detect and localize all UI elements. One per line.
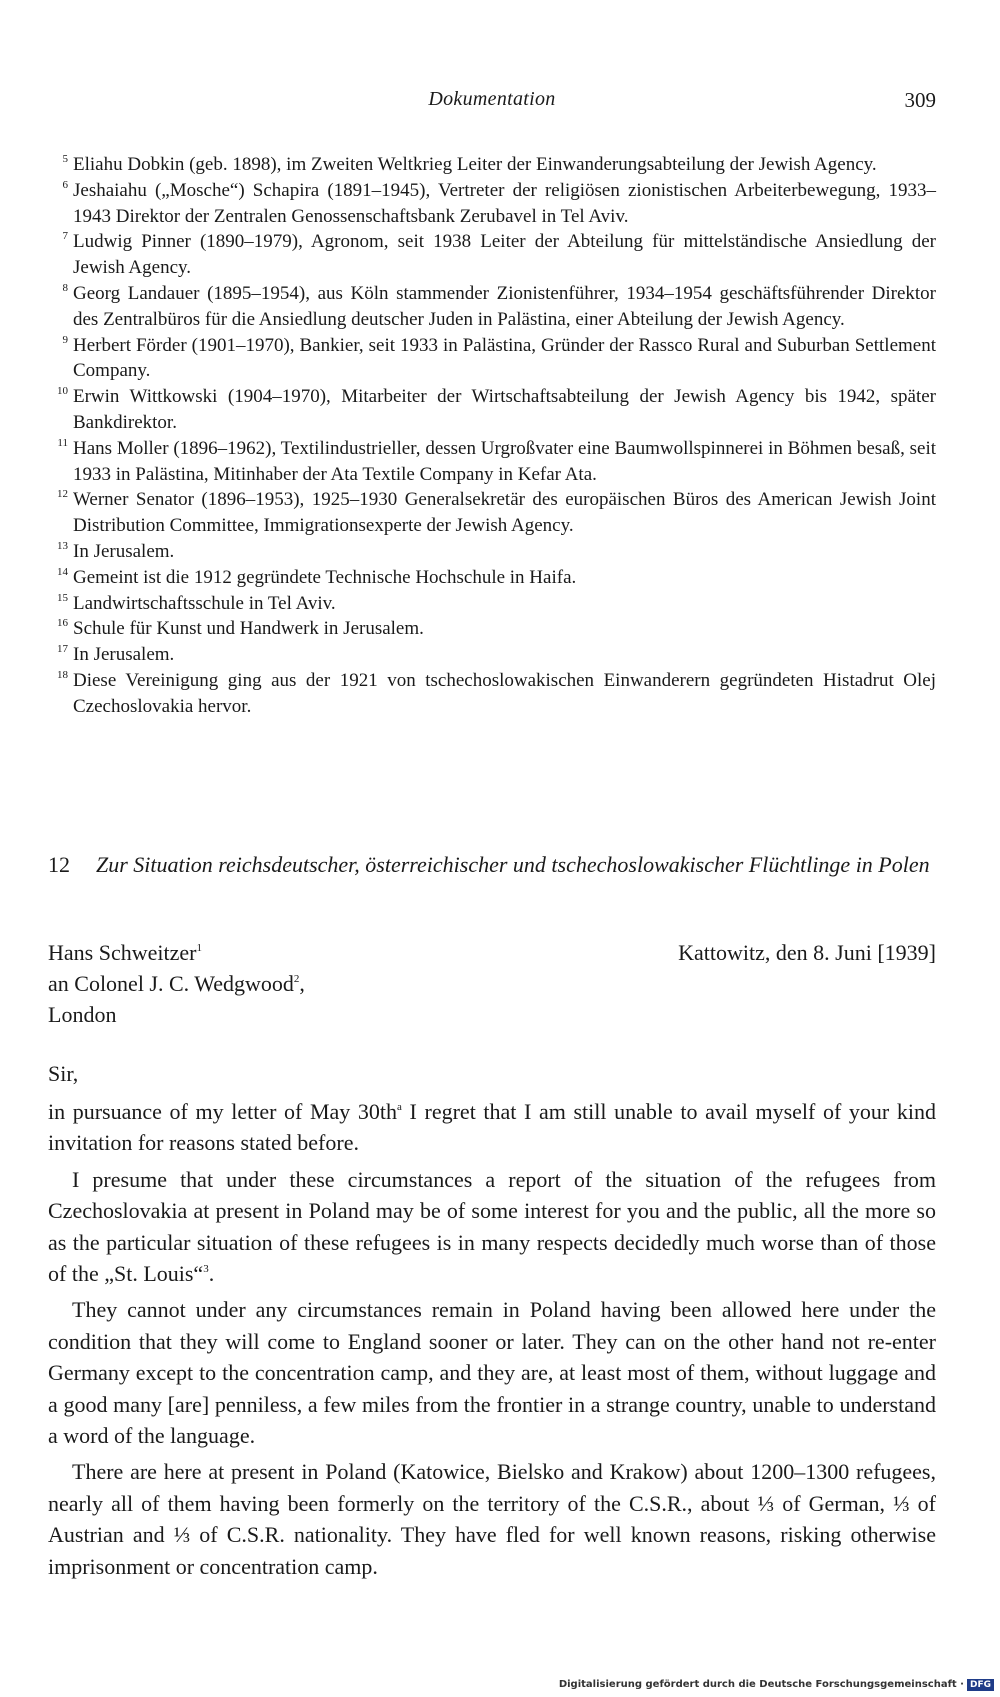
footnote [48, 565, 936, 591]
footnote-number: 18 [57, 668, 68, 681]
dfg-logo: DFG [967, 1679, 994, 1691]
footnote-ref: a [397, 1101, 402, 1113]
paragraph: They cannot under any circumstances remain in Poland having been allowed here under the condition that they will come to England sooner or later. They can on the other hand not re-enter Germany except to the concentration camp, and they are, at least most of them, without luggage and a good many [are] penniless, a few miles from the frontier in a strange country, unable to understand a word of the language. [48, 1297, 936, 1449]
footnote-text: Hans Moller (1896–1962), Textilindustrieller, dessen Urgroßvater eine Baumwollspinnerei in Böhmen besaß, seit 1933 in Palästina, Mitinhaber der Ata Textile Company in Kefar Ata. [73, 437, 936, 485]
footnote-number: 5 [62, 153, 68, 165]
footnote-number: 6 [62, 178, 68, 191]
footnotes-block [48, 152, 936, 720]
text-run: . [208, 1261, 215, 1287]
recipient-name: an Colonel J. C. Wedgwood [48, 971, 294, 996]
footnote-number: 9 [62, 333, 68, 346]
footnote-text: Diese Vereinigung ging aus der 1921 von tschechoslowakischen Einwanderern gegründeten Histadrut Olej Czechoslovakia hervor. [73, 669, 936, 717]
credit-text: Digitalisierung gefördert durch die Deutsche Forschungsgemeinschaft · [558, 1679, 964, 1690]
footnote [48, 384, 936, 436]
text-run: I regret that I am still unable to avail myself of your kind invitation for reasons stated before. [48, 1099, 936, 1156]
footnote-text: Herbert Förder (1901–1970), Bankier, seit 1933 in Palästina, Gründer der Rassco Rural and Suburban Settlement Company. [73, 334, 936, 382]
footnote-text: Ludwig Pinner (1890–1979), Agronom, seit 1938 Leiter der Abteilung für mittelständische Ansiedlung der Jewish Agency. [73, 231, 936, 279]
page-header [48, 88, 936, 118]
sender-name: Hans Schweitzer [48, 940, 197, 965]
footnote-number: 16 [57, 617, 68, 630]
footnote-text: Erwin Wittkowski (1904–1970), Mitarbeiter der Wirtschaftsabteilung der Jewish Agency bis 1942, später Bankdirektor. [73, 386, 936, 433]
footnote-ref: 3 [203, 1263, 209, 1276]
paragraph: There are here at present in Poland (Katowice, Bielsko and Krakow) about 1200–1300 refugees, nearly all of them having been formerly on the territory of the C.S.R., about ⅓ of German, ⅓ of Austrian and ⅓ of C.S.R. nationality. They have fled for well known reasons, risking otherwise imprisonment or concentration camp. [48, 1459, 936, 1579]
footnote [48, 539, 936, 565]
footnote-ref: 2 [293, 973, 300, 985]
footnote [48, 436, 936, 488]
footnote [48, 487, 936, 539]
footnote [48, 591, 936, 617]
footnote-number: 17 [57, 643, 68, 656]
footnote-number: 12 [57, 488, 68, 501]
page-number: 309 [904, 88, 936, 112]
running-title: Dokumentation [428, 88, 556, 110]
footnote-number: 14 [57, 565, 68, 578]
paragraph [48, 1164, 936, 1290]
footnote-text: Jeshaiahu („Mosche“) Schapira (1891–1945), Vertreter der religiösen zionistischen Arbeiterbewegung, 1933–1943 Direktor der Zentralen Genossenschaftsbank Zerubavel in Tel Aviv. [73, 179, 936, 227]
footnote-number: 10 [57, 385, 68, 398]
footnote-text: Georg Landauer (1895–1954), aus Köln stammender Zionistenführer, 1934–1954 geschäftsführender Direktor des Zentralbüros für die Ansiedlung deutscher Juden in Palästina, einer Abteilung der Jewish Agency. [73, 282, 936, 330]
footnote-number: 13 [57, 539, 68, 552]
footnote-text: Werner Senator (1896–1953), 1925–1930 Generalsekretär des europäischen Büros des American Jewish Joint Distribution Committee, Immigrationsexperte der Jewish Agency. [73, 489, 936, 537]
recipient-city: London [48, 1002, 117, 1027]
footnote [48, 333, 936, 385]
footnote-text: Landwirtschaftsschule in Tel Aviv. [73, 592, 336, 614]
text-run: I presume that under these circumstances a report of the situation of the refugees from Czechoslovakia at present in Poland may be of some interest for you and the public, all the more so as the particular situation of these refugees is in many respects decidedly much worse than of those of the „St. Louis“ [48, 1166, 936, 1287]
letter-body [48, 1096, 936, 1582]
footnote [48, 178, 936, 230]
section-title: Zur Situation reichsdeutscher, österreichischer und tschechoslowakischer Flüchtlinge in Polen [96, 852, 930, 877]
footnote [48, 642, 936, 668]
footnote-number: 11 [57, 436, 68, 449]
footnote [48, 616, 936, 642]
footnote-number: 7 [62, 230, 68, 243]
footnote-number: 15 [57, 591, 68, 604]
place-and-date: Kattowitz, den 8. Juni [1939] [678, 940, 936, 965]
letter-header [48, 937, 936, 1030]
footnote [48, 281, 936, 333]
section-number: 12 [48, 852, 70, 877]
digitization-credit [559, 1679, 994, 1691]
footnote-text: In Jerusalem. [73, 644, 175, 666]
footnote [48, 152, 936, 178]
footnote [48, 229, 936, 281]
section-heading [48, 849, 936, 880]
footnote [48, 668, 936, 720]
paragraph [48, 1096, 936, 1159]
salutation: Sir, [48, 1061, 79, 1086]
footnote-text: Eliahu Dobkin (geb. 1898), im Zweiten Weltkrieg Leiter der Einwanderungsabteilung der Jewish Agency. [73, 154, 877, 175]
recipient-line: an Colonel J. C. Wedgwood$^2$, [48, 971, 305, 996]
footnote-text: In Jerusalem. [73, 540, 175, 562]
text-run: in pursuance of my letter of May 30th [48, 1099, 398, 1124]
footnote-number: 8 [62, 281, 68, 294]
footnote-text: Gemeint ist die 1912 gegründete Technische Hochschule in Haifa. [73, 566, 577, 588]
footnote-ref: 1 [196, 942, 202, 954]
footnote-text: Schule für Kunst und Handwerk in Jerusalem. [73, 618, 424, 640]
